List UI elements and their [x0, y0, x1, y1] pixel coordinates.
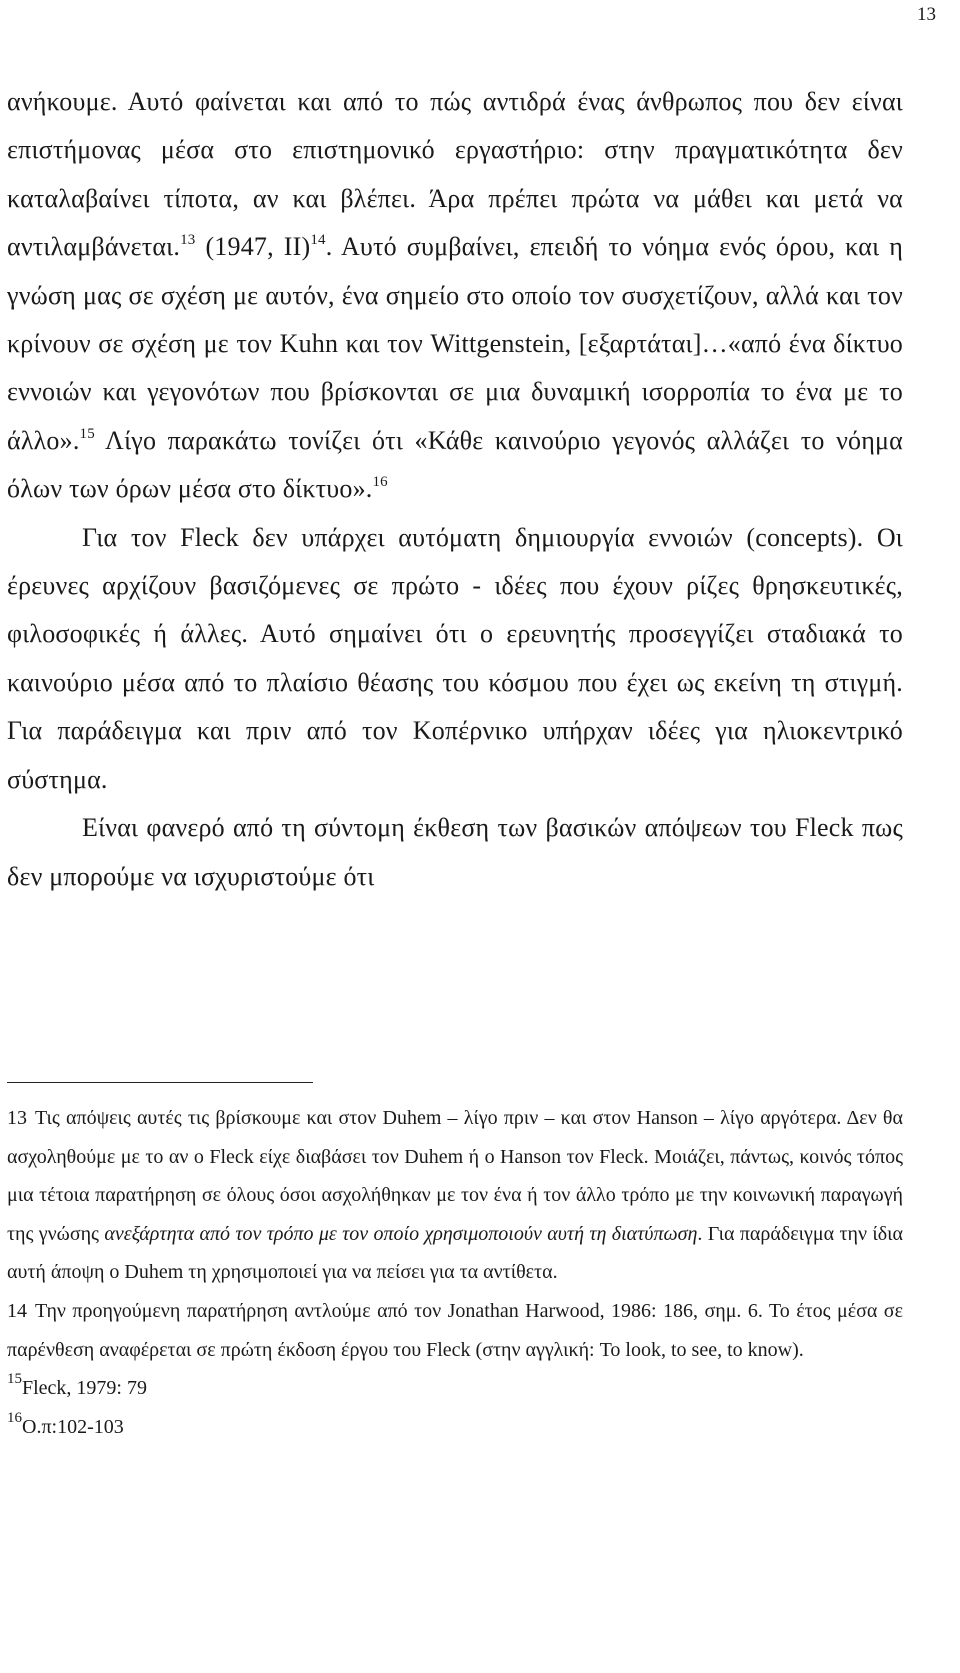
footnote-16-number: 16 — [7, 1409, 22, 1426]
footnote-13-number: 13 — [7, 1107, 27, 1129]
body-paragraph-3: Είναι φανερό από τη σύντομη έκθεση των βασικών απόψεων του Fleck πως δεν μπορούμε να ισχυριστούμε ότι — [7, 813, 903, 891]
footnote-15-number: 15 — [7, 1371, 22, 1388]
footnote-16 — [7, 1408, 903, 1447]
footnote-13 — [7, 1099, 903, 1292]
body-paragraph-2: Για τον Fleck δεν υπάρχει αυτόματη δημιουργία εννοιών (concepts). Οι έρευνες αρχίζουν βασιζόμενες σε πρώτο - ιδέες που έχουν ρίζες θρησκευτικές, φιλοσοφικές ή άλλες. Αυτό σημαίνει ότι ο ερευνητής προσεγγίζει σταδιακά το καινούριο μέσα από το πλαίσιο θέασης του κόσμου που έχει ως εκείνη τη στιγμή. Για παράδειγμα και πριν από τον Κοπέρνικο υπήρχαν ιδέες για ηλιοκεντρικό σύστημα. — [7, 522, 903, 794]
page-number: 13 — [917, 4, 936, 25]
paragraph-1-text-a: ανήκουμε. Αυτό φαίνεται και από το πώς αντιδρά ένας άνθρωπος που δεν είναι επιστήμονας μέσα στο επιστημονικό εργαστήριο: στην πραγματικότητα δεν καταλαβαίνει τίποτα, αν και βλέπει. Άρα πρέπει πρώτα να μάθει και μετά να αντιλαμβάνεται. — [7, 87, 903, 262]
footnote-ref-16[interactable]: 16 — [372, 474, 388, 491]
body-paragraph-1 — [7, 78, 903, 514]
footnote-ref-14[interactable]: 14 — [310, 232, 326, 249]
footnote-ref-13[interactable]: 13 — [180, 232, 196, 249]
paragraph-1-text-b: (1947, II) — [195, 232, 311, 262]
footnote-14-text: Την προηγούμενη παρατήρηση αντλούμε από τον Jonathan Harwood, 1986: 186, σημ. 6. Το έτος μέσα σε παρένθεση αναφέρεται σε πρώτη έκδοση έργου του Fleck (στην αγγλική: To look, to see, to know). — [7, 1299, 903, 1361]
footnote-15-text: Fleck, 1979: 79 — [22, 1377, 147, 1400]
footnote-separator — [7, 1082, 313, 1083]
main-text — [7, 78, 903, 901]
footnote-13-text-a: Τις απόψεις αυτές τις βρίσκουμε και στον Duhem – λίγο πριν – και στον Hanson – λίγο αργότερα. Δεν θα ασχοληθούμε με το αν ο Fleck είχε διαβάσει τον Duhem ή ο Hanson τον Fleck. Μοιάζει, πάντως, κοινός τόπος μια τέτοια παρατήρηση σε όλους όσοι ασχολήθηκαν με τον ένα ή τον άλλο τρόπο με την κοινωνική παραγωγή της γνώσης — [7, 1107, 903, 1245]
paragraph-1-text-c: . Αυτό συμβαίνει, επειδή το νόημα ενός όρου, και η γνώση μας σε σχέση με αυτόν, ένα σημείο στο οποίο τον συσχετίζουν, αλλά και τον κρίνουν σε σχέση με τον Kuhn και τον Wittgenstein, [εξαρτάται]…«από ένα δίκτυο εννοιών και γεγονότων που βρίσκονται σε μια δυναμική ισορροπία το ένα με το άλλο». — [7, 232, 903, 455]
footnote-14 — [7, 1292, 903, 1369]
footnote-13-italic: ανεξάρτητα από τον τρόπο με τον οποίο χρησιμοποιούν αυτή τη διατύπωση — [104, 1222, 698, 1245]
footnote-14-number: 14 — [7, 1299, 27, 1322]
footnote-15 — [7, 1369, 903, 1408]
footnotes — [7, 1099, 903, 1446]
paragraph-1-text-d: Λίγο παρακάτω τονίζει ότι «Κάθε καινούριο γεγονός αλλάζει το νόημα όλων των όρων μέσα στο δίκτυο». — [7, 425, 903, 504]
footnote-ref-15[interactable]: 15 — [79, 425, 95, 442]
footnote-13-text-b: . Για παράδειγμα την ίδια αυτή άποψη ο Duhem τη χρησιμοποιεί για να πείσει για τα αντίθετα. — [7, 1222, 903, 1284]
footnote-16-text: Ο.π:102-103 — [22, 1415, 124, 1438]
